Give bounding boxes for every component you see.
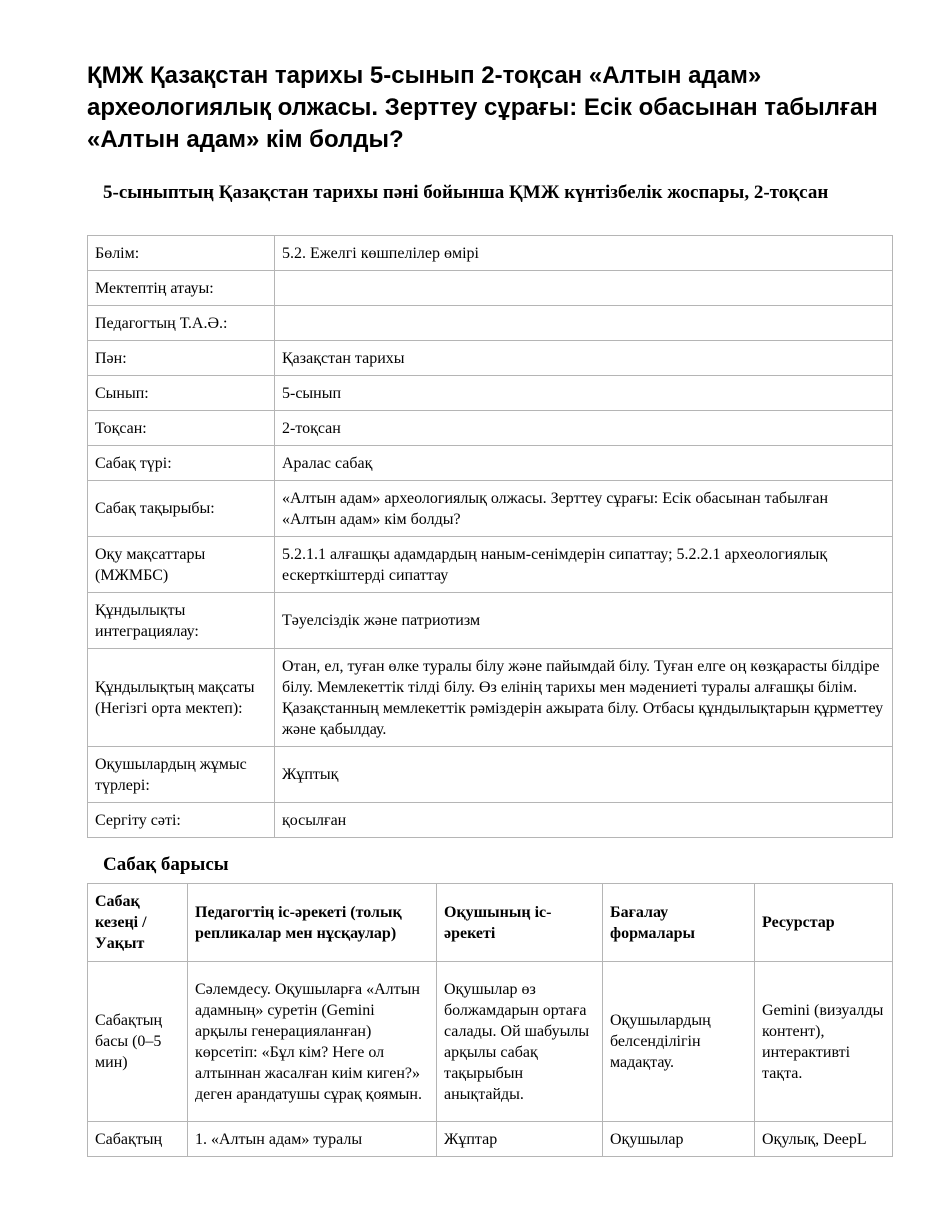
lesson-info-table (87, 235, 893, 838)
info-key: Педагогтың Т.А.Ә.: (88, 306, 275, 341)
table-row (88, 236, 893, 271)
table-cell: 1. «Алтын адам» туралы (188, 1122, 437, 1157)
table-cell: Жұптар (437, 1122, 603, 1157)
info-key: Құндылықты интеграциялау: (88, 593, 275, 649)
info-value: 5.2.1.1 алғашқы адамдардың наным-сенімдерін сипаттау; 5.2.2.1 археологиялық ескерткіштерді сипаттау (275, 537, 893, 593)
column-header: Оқушының іс-әрекеті (437, 884, 603, 962)
table-row (88, 593, 893, 649)
table-row (88, 537, 893, 593)
info-value: «Алтын адам» археологиялық олжасы. Зерттеу сұрағы: Есік обасынан табылған «Алтын адам» кім болды? (275, 481, 893, 537)
table-cell: Gemini (визуалды контент), интерактивті тақта. (755, 962, 893, 1122)
table-cell: Оқушылар өз болжамдарын ортаға салады. Ой шабуылы арқылы сабақ тақырыбын анықтайды. (437, 962, 603, 1122)
info-key: Оқушылардың жұмыс түрлері: (88, 747, 275, 803)
table-cell: Оқушылардың белсенділігін мадақтау. (603, 962, 755, 1122)
table-row (88, 446, 893, 481)
info-key: Сергіту сәті: (88, 803, 275, 838)
info-value: 5-сынып (275, 376, 893, 411)
lesson-flow-heading: Сабақ барысы (103, 854, 229, 875)
document-title: ҚМЖ Қазақстан тарихы 5-сынып 2-тоқсан «Алтын адам» археологиялық олжасы. Зерттеу сұрағы: Есік обасынан табылған «Алтын адам» кім болды? (87, 62, 878, 153)
info-key: Сынып: (88, 376, 275, 411)
info-key: Сабақ тақырыбы: (88, 481, 275, 537)
info-value: Отан, ел, туған өлке туралы білу және пайымдай білу. Туған елге оң көзқарасты білдіре білу. Мемлекеттік тілді білу. Өз елінің тарихы мен мәдениеті туралы алғашқы білім. Қазақстанның мемлекеттік рәміздерін ажырата білу. Отбасы құндылықтарын құрметтеу және қабылдау. (275, 649, 893, 747)
table-cell: Оқулық, DeepL (755, 1122, 893, 1157)
info-key: Мектептің атауы: (88, 271, 275, 306)
table-row (88, 341, 893, 376)
info-key: Бөлім: (88, 236, 275, 271)
table-row (88, 481, 893, 537)
column-header: Бағалау формалары (603, 884, 755, 962)
table-row (88, 803, 893, 838)
info-value: Тәуелсіздік және патриотизм (275, 593, 893, 649)
lesson-flow-table (87, 883, 893, 1157)
table-row (88, 649, 893, 747)
column-header: Сабақ кезеңі / Уақыт (88, 884, 188, 962)
table-row (88, 747, 893, 803)
info-key: Сабақ түрі: (88, 446, 275, 481)
info-value: 2-тоқсан (275, 411, 893, 446)
info-value (275, 271, 893, 306)
table-row (88, 1122, 893, 1157)
table-row (88, 376, 893, 411)
plan-heading: 5-сыныптың Қазақстан тарихы пәні бойынша ҚМЖ күнтізбелік жоспары, 2-тоқсан (103, 182, 829, 203)
info-value (275, 306, 893, 341)
info-value: Қазақстан тарихы (275, 341, 893, 376)
info-key: Оқу мақсаттары (МЖМБС) (88, 537, 275, 593)
info-key: Құндылықтың мақсаты (Негізгі орта мектеп): (88, 649, 275, 747)
table-cell: Оқушылар (603, 1122, 755, 1157)
table-row (88, 411, 893, 446)
info-value: қосылған (275, 803, 893, 838)
table-row (88, 271, 893, 306)
info-value: Жұптық (275, 747, 893, 803)
info-key: Пән: (88, 341, 275, 376)
info-value: Аралас сабақ (275, 446, 893, 481)
table-header-row (88, 884, 893, 962)
table-row (88, 306, 893, 341)
info-value: 5.2. Ежелгі көшпелілер өмірі (275, 236, 893, 271)
column-header: Педагогтің іс-әрекеті (толық репликалар мен нұсқаулар) (188, 884, 437, 962)
table-cell: Сәлемдесу. Оқушыларға «Алтын адамның» суретін (Gemini арқылы генерацияланған) көрсетіп: «Бұл кім? Неге ол алтыннан жасалған киім киген?» деген арандатушы сұрақ қоямын. (188, 962, 437, 1122)
info-key: Тоқсан: (88, 411, 275, 446)
table-cell: Сабақтың басы (0–5 мин) (88, 962, 188, 1122)
table-cell: Сабақтың (88, 1122, 188, 1157)
column-header: Ресурстар (755, 884, 893, 962)
table-row (88, 962, 893, 1122)
